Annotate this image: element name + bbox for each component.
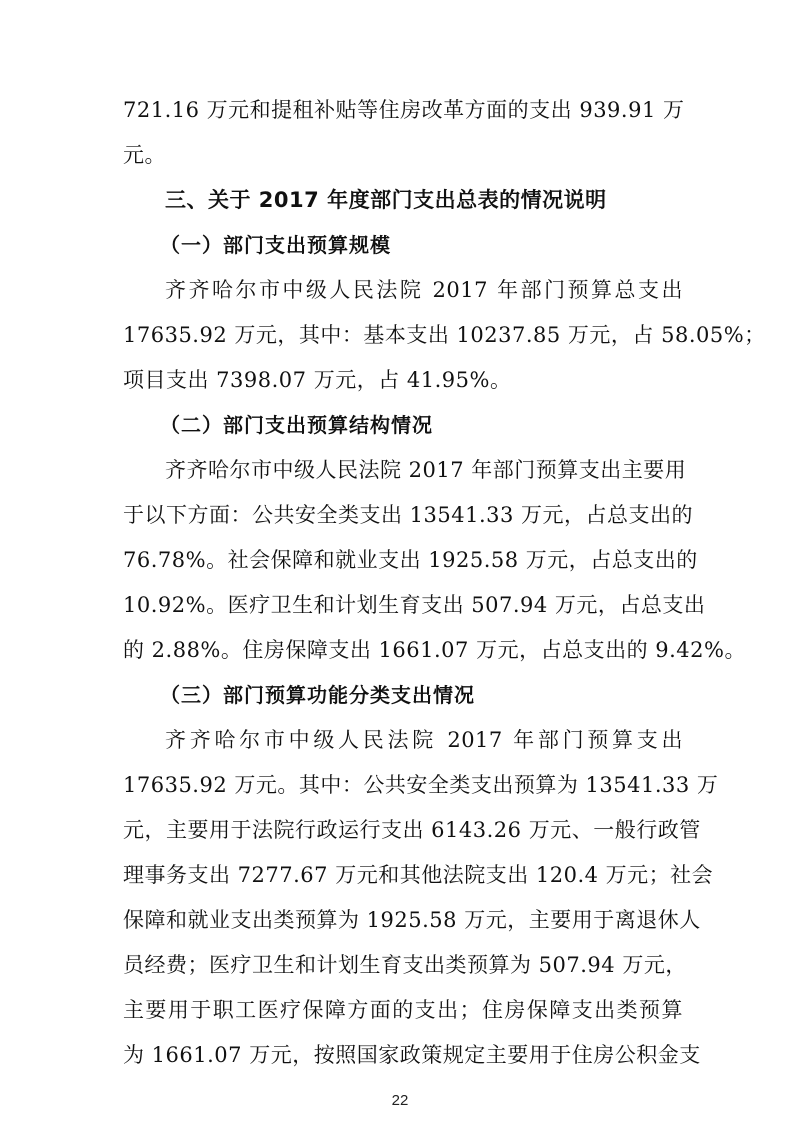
subsection-2-line-3: 76.78%。社会保障和就业支出 1925.58 万元，占总支出的 [123, 548, 698, 572]
subsection-2-line-1: 齐齐哈尔市中级人民法院 2017 年部门预算支出主要用 [165, 458, 687, 482]
subsection-3-line-3: 元，主要用于法院行政运行支出 6143.26 万元、一般行政管 [123, 818, 701, 842]
subsection-3-line-8: 为 1661.07 万元，按照国家政策规定主要用于住房公积金支 [123, 1043, 701, 1067]
subsection-1-line-2: 17635.92 万元，其中：基本支出 10237.85 万元，占 58.05%； [123, 323, 766, 347]
subsection-3-line-2: 17635.92 万元。其中：公共安全类支出预算为 13541.33 万 [123, 773, 719, 797]
subsection-2-title: （二）部门支出预算结构情况 [160, 413, 433, 437]
subsection-1-line-1: 齐齐哈尔市中级人民法院 2017 年部门预算总支出 [165, 278, 683, 302]
intro-line-2: 元。 [123, 143, 166, 167]
subsection-2-line-5: 的 2.88%。住房保障支出 1661.07 万元，占总支出的 9.42%。 [123, 638, 746, 662]
subsection-3-title: （三）部门预算功能分类支出情况 [160, 683, 475, 707]
subsection-3-line-4: 理事务支出 7277.67 万元和其他法院支出 120.4 万元；社会 [123, 863, 714, 887]
subsection-1-line-3: 项目支出 7398.07 万元，占 41.95%。 [123, 368, 512, 392]
subsection-3-line-5: 保障和就业支出类预算为 1925.58 万元，主要用于离退休人 [123, 908, 701, 932]
subsection-1-title: （一）部门支出预算规模 [160, 233, 391, 257]
intro-line-1: 721.16 万元和提租补贴等住房改革方面的支出 939.91 万 [123, 98, 685, 122]
page-number: 22 [391, 1092, 409, 1109]
subsection-2-line-4: 10.92%。医疗卫生和计划生育支出 507.94 万元，占总支出 [123, 593, 706, 617]
section-title: 三、关于 2017 年度部门支出总表的情况说明 [165, 188, 607, 212]
subsection-3-line-1: 齐齐哈尔市中级人民法院 2017 年部门预算支出 [165, 728, 683, 752]
subsection-3-line-6: 员经费；医疗卫生和计划生育支出类预算为 507.94 万元， [123, 953, 687, 977]
subsection-2-line-2: 于以下方面：公共安全类支出 13541.33 万元，占总支出的 [123, 503, 694, 527]
subsection-3-line-7: 主要用于职工医疗保障方面的支出；住房保障支出类预算 [123, 998, 683, 1022]
